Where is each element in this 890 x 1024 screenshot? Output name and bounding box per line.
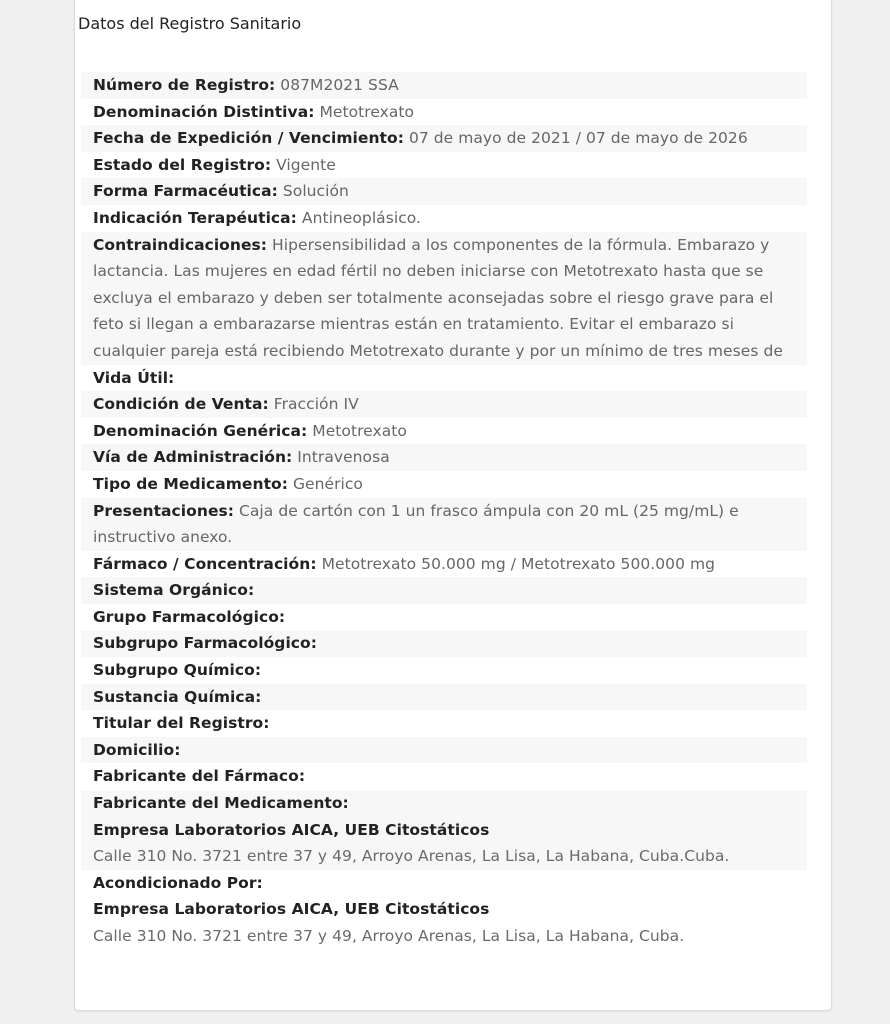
field-label: Grupo Farmacológico:	[93, 607, 286, 626]
packager-address: Calle 310 No. 3721 entre 37 y 49, Arroyo Arenas, La Lisa, La Habana, Cuba.	[93, 927, 685, 945]
field-label: Denominación Distintiva:	[93, 102, 315, 121]
field-value: Genérico	[292, 474, 363, 493]
field-label: Fármaco / Concentración:	[93, 554, 317, 573]
field-fabricante-farmaco	[81, 763, 807, 790]
registro-sanitario-panel	[74, 0, 832, 1011]
field-label: Condición de Venta:	[93, 395, 269, 414]
field-denominacion-distintiva	[81, 99, 807, 126]
field-label: Titular del Registro:	[93, 714, 270, 733]
field-contraindicaciones	[81, 232, 807, 365]
field-label: Subgrupo Químico:	[93, 661, 262, 680]
field-value: 07 de mayo de 2021 / 07 de mayo de 2026	[408, 129, 748, 148]
field-grupo-farmacologico	[81, 604, 807, 631]
field-label: Fecha de Expedición / Vencimiento:	[93, 129, 404, 148]
field-label: Denominación Genérica:	[93, 421, 308, 440]
field-value: Metotrexato	[319, 102, 415, 121]
field-label: Fabricante del Fármaco:	[93, 767, 306, 786]
field-vida-util	[81, 365, 807, 392]
registro-details-list	[81, 72, 807, 950]
field-label: Tipo de Medicamento:	[93, 474, 288, 493]
field-estado-registro	[81, 152, 807, 179]
field-value: Metotrexato 50.000 mg / Metotrexato 500.000 mg	[321, 554, 716, 573]
field-subgrupo-quimico	[81, 657, 807, 684]
field-value: 087M2021 SSA	[280, 76, 399, 94]
field-label: Subgrupo Farmacológico:	[93, 634, 317, 653]
manufacturer-address: Calle 310 No. 3721 entre 37 y 49, Arroyo Arenas, La Lisa, La Habana, Cuba.Cuba.	[93, 847, 730, 866]
panel-title: Datos del Registro Sanitario	[78, 14, 302, 33]
field-value: Caja de cartón con 1 un frasco ámpula con 20 mL (25 mg/mL) e instructivo anexo.	[93, 501, 739, 547]
field-label: Contraindicaciones:	[93, 235, 268, 254]
field-sistema-organico	[81, 577, 807, 604]
manufacturer-company: Empresa Laboratorios AICA, UEB Citostáticos	[93, 820, 490, 839]
field-forma-farmaceutica	[81, 178, 807, 205]
packager-company: Empresa Laboratorios AICA, UEB Citostáticos	[93, 900, 490, 919]
field-titular-registro	[81, 710, 807, 737]
field-value: Metotrexato	[312, 421, 407, 440]
field-value: Vigente	[276, 155, 336, 174]
field-value: Antineoplásico.	[301, 208, 422, 227]
field-label: Vía de Administración:	[93, 448, 293, 467]
field-label: Fabricante del Medicamento:	[93, 794, 349, 813]
field-fabricante-medicamento	[81, 790, 807, 870]
field-value: Intravenosa	[297, 448, 390, 467]
field-label: Sistema Orgánico:	[93, 581, 255, 600]
field-presentaciones	[81, 498, 807, 551]
field-condicion-venta	[81, 391, 807, 418]
field-value: Hipersensibilidad a los componentes de la fórmula. Embarazo y lactancia. Las mujeres en edad fértil no deben iniciarse con Metotrexato hasta que se excluya el embarazo y deben ser totalmente aconsejadas sobre el riesgo grave para el feto si llegan a embarazarse mientras están en tratamiento. Evitar el embarazo si cualquier pareja está recibiendo Metotrexato durante y por un mínimo de tres meses de	[93, 235, 783, 360]
field-label: Vida Útil:	[93, 368, 175, 387]
field-domicilio	[81, 737, 807, 764]
field-tipo-medicamento	[81, 471, 807, 498]
field-value: Solución	[282, 182, 349, 201]
field-indicacion-terapeutica	[81, 205, 807, 232]
field-label: Domicilio:	[93, 740, 181, 759]
field-subgrupo-farmacologico	[81, 630, 807, 657]
field-via-administracion	[81, 444, 807, 471]
field-sustancia-quimica	[81, 684, 807, 711]
field-label: Sustancia Química:	[93, 687, 262, 706]
field-label: Acondicionado Por:	[93, 873, 263, 892]
field-numero-registro	[81, 72, 807, 99]
field-label: Estado del Registro:	[93, 155, 272, 174]
field-label: Forma Farmacéutica:	[93, 182, 278, 201]
field-denominacion-generica	[81, 418, 807, 445]
field-value: Fracción IV	[273, 395, 359, 414]
field-fecha-expedicion-vencimiento	[81, 125, 807, 152]
field-label: Presentaciones:	[93, 501, 235, 520]
field-label: Indicación Terapéutica:	[93, 208, 297, 227]
field-label: Número de Registro:	[93, 76, 276, 94]
field-acondicionado-por	[81, 870, 807, 950]
field-farmaco-concentracion	[81, 551, 807, 578]
